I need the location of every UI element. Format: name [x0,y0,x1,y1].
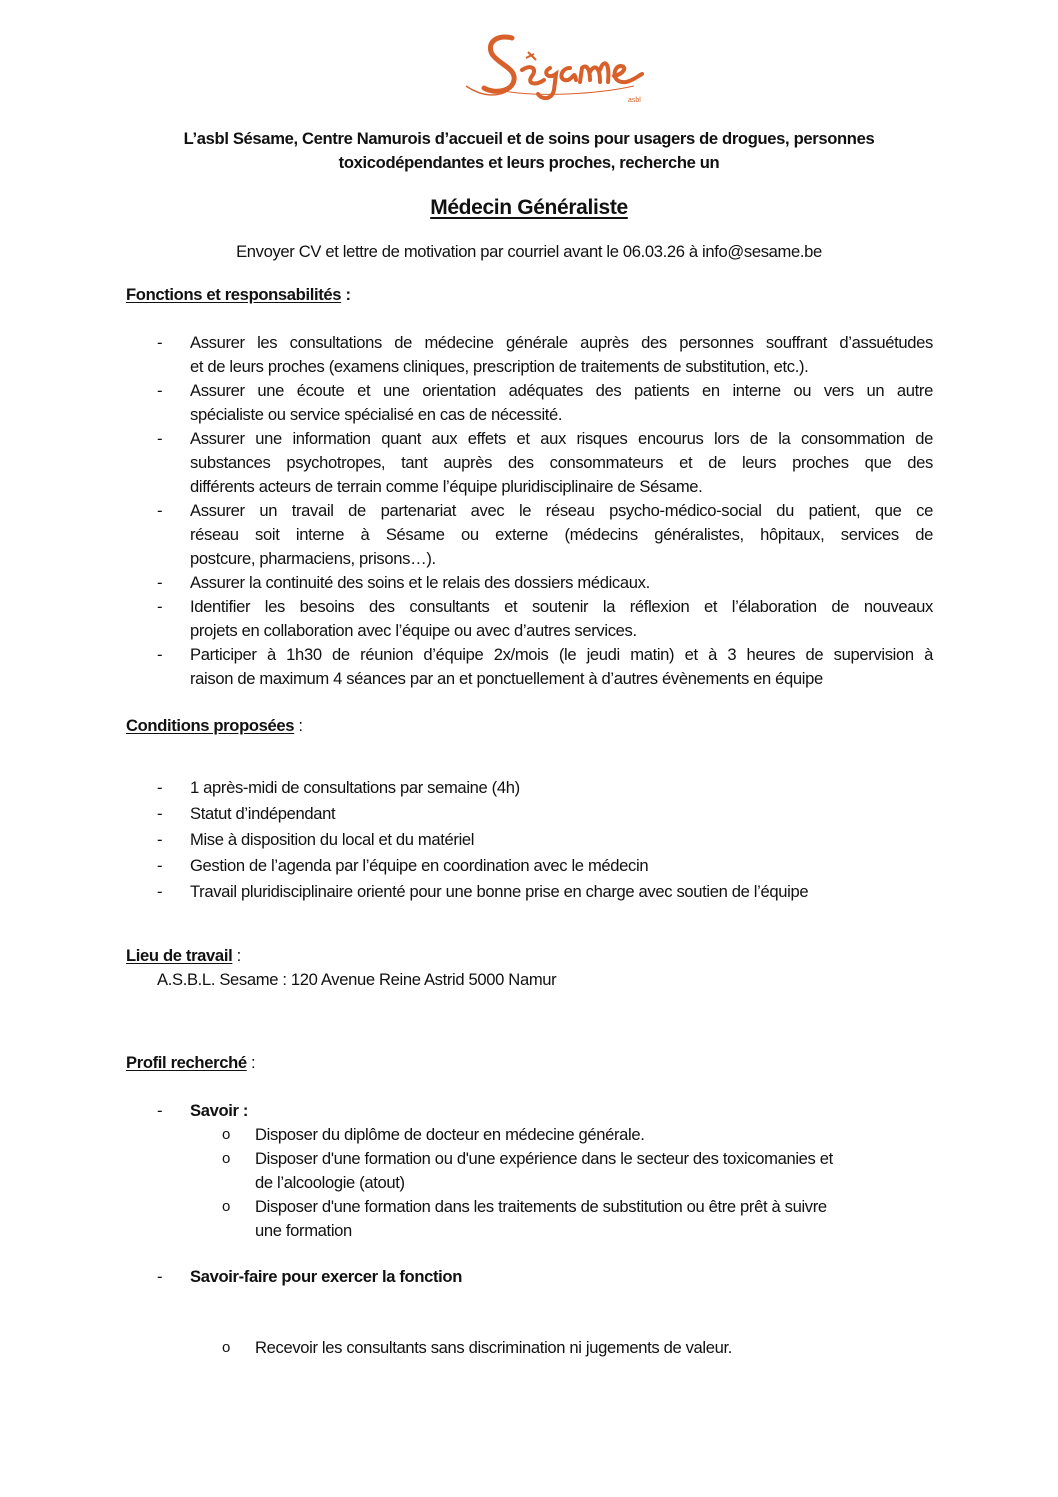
section-heading-conditions [126,714,303,738]
item-line: de l’alcoologie (atout) [255,1173,405,1192]
bullet-dash: - [157,333,163,352]
item-line: Assurer une information quant aux effets et aux risques encourus lors de la consommation de [190,429,933,448]
item-line: spécialiste ou service spécialisé en cas de nécessité. [190,405,563,424]
condition-item: Gestion de l’agenda par l’équipe en coordination avec le médecin [190,856,649,875]
item-line: Disposer du diplôme de docteur en médecine générale. [255,1125,645,1144]
responsibility-item [190,331,933,379]
item-line: raison de maximum 4 séances par an et ponctuellement à d’autres évènements en équipe [190,669,823,688]
heading-text: Lieu de travail [126,946,233,965]
savoir-faire-label: Savoir-faire pour exercer la fonction [190,1267,462,1286]
responsibility-item [190,499,933,571]
bullet-dash: - [157,830,163,849]
bullet-dash: - [157,778,163,797]
condition-item: 1 après-midi de consultations par semaine (4h) [190,778,520,797]
item-line: réseau soit interne à Sésame ou externe (médecins généralistes, hôpitaux, services de [190,525,933,544]
responsibility-item [190,571,933,595]
item-line: Assurer un travail de partenariat avec le réseau psycho-médico-social du patient, que ce [190,501,933,520]
heading-text: Conditions proposées [126,716,295,735]
profile-item [255,1336,935,1360]
item-line: Disposer d'une formation dans les traitements de substitution ou être prêt à suivre [255,1197,827,1216]
profile-item [255,1123,935,1147]
responsibility-item [190,427,933,499]
work-address: A.S.B.L. Sesame : 120 Avenue Reine Astrid 5000 Namur [157,970,557,989]
condition-item: Travail pluridisciplinaire orienté pour une bonne prise en charge avec soutien de l’équipe [190,882,809,901]
responsibility-item [190,595,933,643]
bullet-circle: o [222,1198,231,1215]
profile-item [255,1195,935,1243]
item-line: et de leurs proches (examens cliniques, prescription de traitements de substitution, etc.). [190,357,809,376]
condition-item: Statut d’indépendant [190,804,336,823]
bullet-dash: - [157,1101,163,1120]
bullet-dash: - [157,573,163,592]
heading-suffix: : [341,285,351,304]
condition-item: Mise à disposition du local et du matériel [190,830,475,849]
bullet-dash: - [157,645,163,664]
item-line: Participer à 1h30 de réunion d’équipe 2x/mois (le jeudi matin) et à 3 heures de supervision à [190,645,933,664]
bullet-dash: - [157,597,163,616]
bullet-dash: - [157,429,163,448]
responsibility-item [190,379,933,427]
section-heading-profil [126,1051,255,1075]
item-line: substances psychotropes, tant auprès des consommateurs et de leurs proches que des [190,453,933,472]
bullet-dash: - [157,381,163,400]
item-line: Assurer la continuité des soins et le relais des dossiers médicaux. [190,573,650,592]
item-line: projets en collaboration avec l’équipe ou avec d’autres services. [190,621,637,640]
item-line: différents acteurs de terrain comme l’équipe pluridisciplinaire de Sésame. [190,477,703,496]
item-line: Assurer les consultations de médecine générale auprès des personnes souffrant d’assuétudes [190,333,933,352]
savoir-label: Savoir : [190,1101,249,1120]
item-line: une formation [255,1221,352,1240]
apply-instructions: Envoyer CV et lettre de motivation par courriel avant le 06.03.26 à info@sesame.be [236,242,822,261]
logo-subtext: asbl [628,97,641,104]
heading-suffix: : [232,946,241,965]
item-line: postcure, pharmaciens, prisons…). [190,549,436,568]
item-line: Recevoir les consultants sans discrimination ni jugements de valeur. [255,1338,733,1357]
responsibility-item [190,643,933,691]
intro-line-2: toxicodépendantes et leurs proches, recherche un [338,153,720,172]
heading-suffix: : [246,1053,256,1072]
item-line: Disposer d'une formation ou d'une expérience dans le secteur des toxicomanies et [255,1149,833,1168]
bullet-dash: - [157,804,163,823]
heading-text: Fonctions et responsabilités [126,285,342,304]
section-heading-lieu [126,944,241,968]
bullet-circle: o [222,1150,231,1167]
item-line: Assurer une écoute et une orientation adéquates des patients en interne ou vers un autre [190,381,933,400]
intro-line-1: L’asbl Sésame, Centre Namurois d’accueil et de soins pour usagers de drogues, personnes [183,129,875,148]
heading-text: Profil recherché [126,1053,247,1072]
bullet-dash: - [157,856,163,875]
item-line: Identifier les besoins des consultants et soutenir la réflexion et l’élaboration de nouveaux [190,597,933,616]
sesame-logo-graphic [458,28,648,106]
bullet-dash: - [157,882,163,901]
bullet-dash: - [157,501,163,520]
sesame-logo [458,28,648,106]
job-title: Médecin Généraliste [430,196,628,219]
bullet-dash: - [157,1267,163,1286]
bullet-circle: o [222,1126,231,1143]
section-heading-fonctions [126,283,351,307]
profile-item [255,1147,935,1195]
heading-suffix: : [294,716,303,735]
bullet-circle: o [222,1339,231,1356]
